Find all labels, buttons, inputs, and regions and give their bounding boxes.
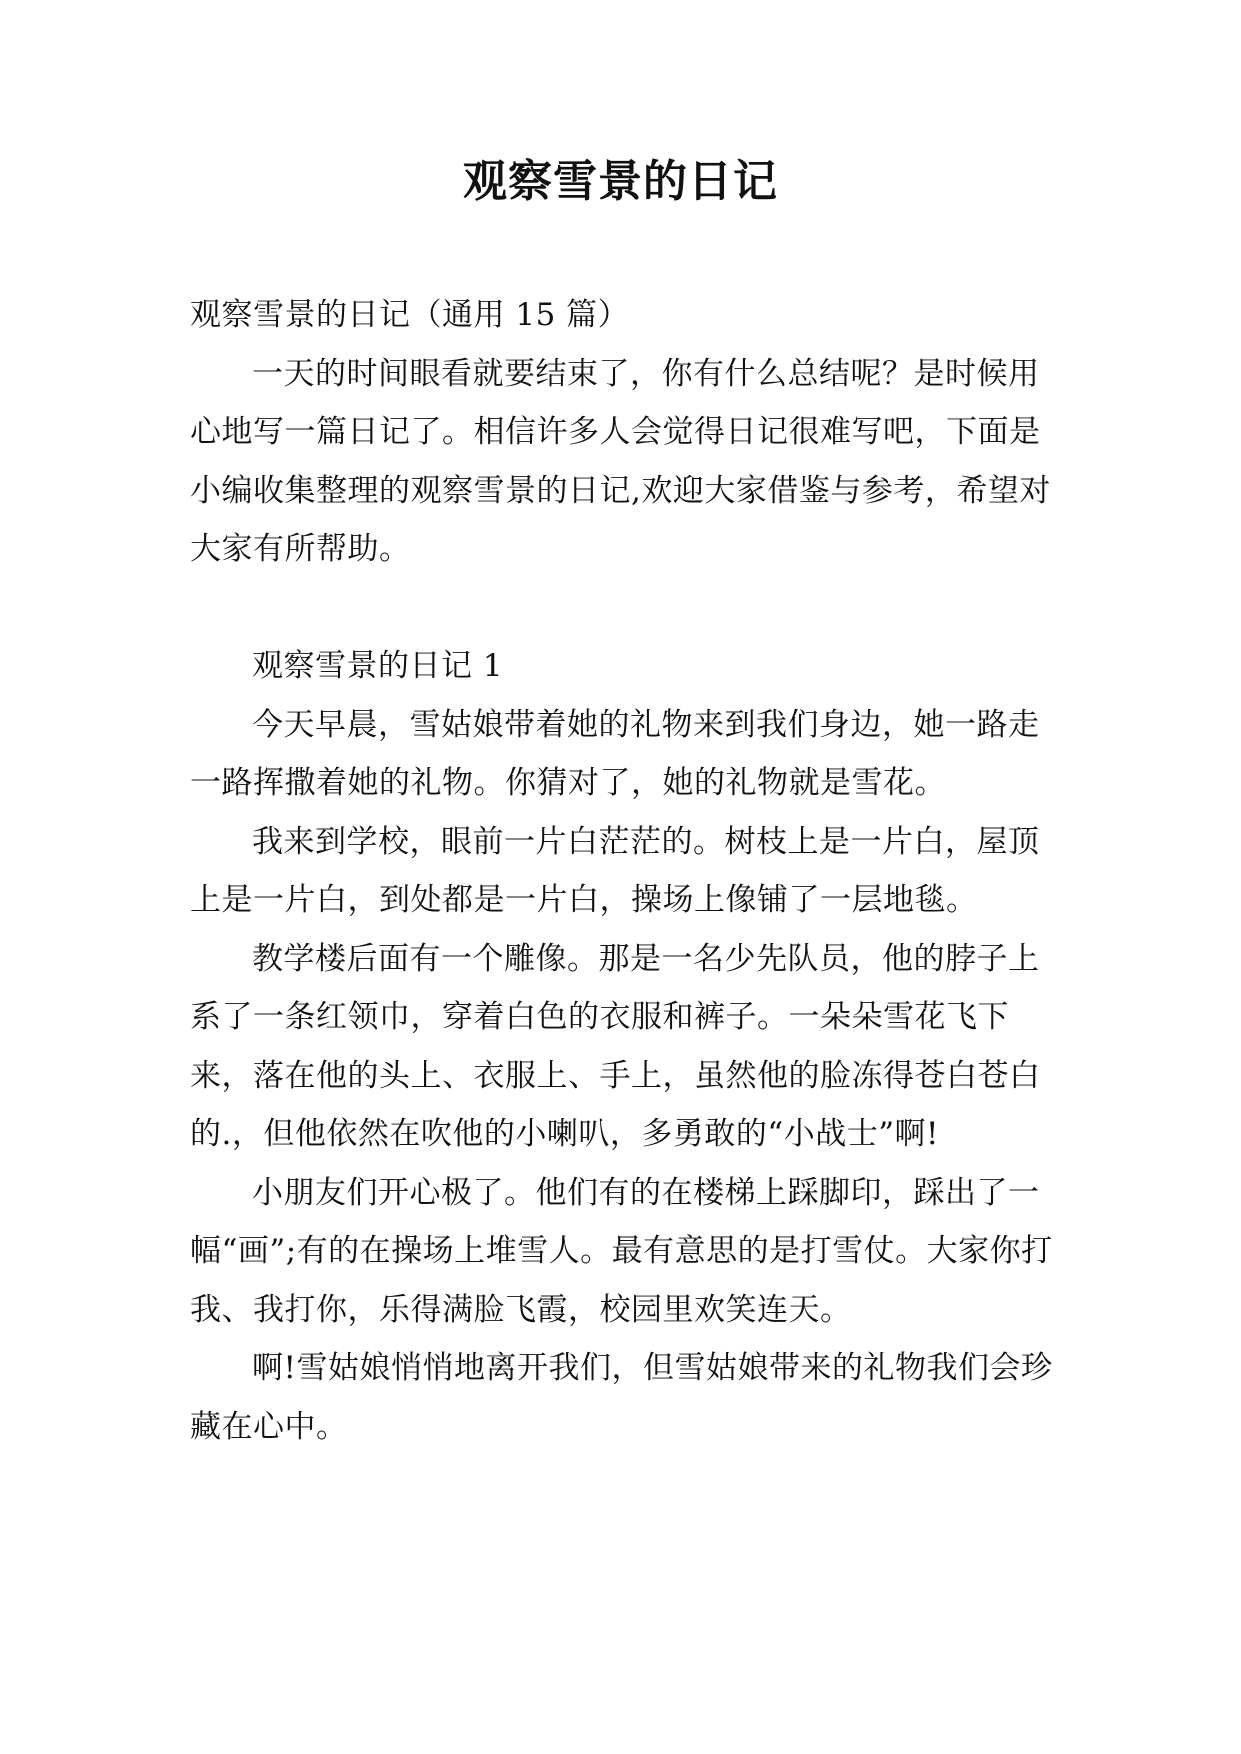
body-paragraph-2: 我来到学校，眼前一片白茫茫的。树枝上是一片白，屋顶上是一片白，到处都是一片白，操场上像铺了一层地毯。 (190, 823, 1040, 918)
body-paragraph-4: 小朋友们开心极了。他们有的在楼梯上踩脚印，踩出了一幅“画”;有的在操场上堆雪人。最有意思的是打雪仗。大家你打我、我打你，乐得满脸飞霞，校园里欢笑连天。 (190, 1174, 1053, 1328)
paragraph-spacer (190, 579, 1070, 638)
page-title: 观察雪景的日记 (463, 156, 778, 207)
body-paragraph-3: 教学楼后面有一个雕像。那是一名少先队员，他的脖子上系了一条红领巾，穿着白色的衣服和裤子。一朵朵雪花飞下来，落在他的头上、衣服上、手上，虽然他的脸冻得苍白苍白的.，但他依然在吹他的小喇叭，多勇敢的“小战士”啊! (190, 940, 1041, 1152)
document-subtitle: 观察雪景的日记（通用 15 篇） (190, 297, 630, 333)
document-body (190, 286, 1070, 1456)
section-heading: 观察雪景的日记 1 (252, 648, 504, 684)
body-paragraph-1: 今天早晨，雪姑娘带着她的礼物来到我们身边，她一路走一路挥撒着她的礼物。你猜对了，她的礼物就是雪花。 (190, 706, 1040, 801)
intro-paragraph: 一天的时间眼看就要结束了，你有什么总结呢？是时候用心地写一篇日记了。相信许多人会觉得日记很难写吧，下面是小编收集整理的观察雪景的日记,欢迎大家借鉴与参考，希望对大家有所帮助。 (190, 355, 1051, 567)
body-paragraph-5: 啊!雪姑娘悄悄地离开我们，但雪姑娘带来的礼物我们会珍藏在心中。 (190, 1350, 1053, 1445)
